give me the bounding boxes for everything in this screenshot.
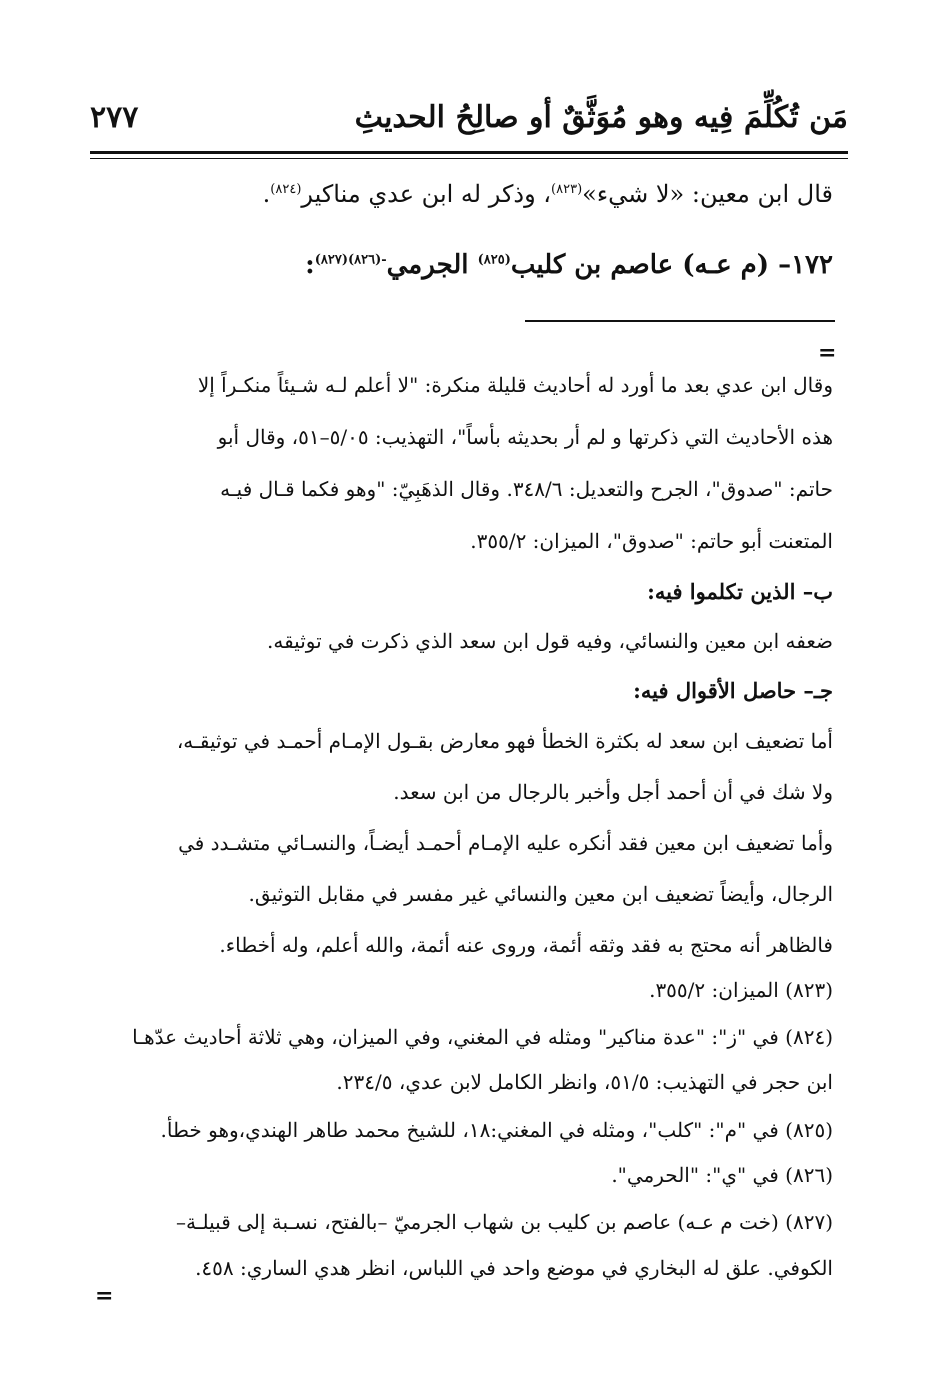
footnote-ref-826-827: -(٨٢٦)(٨٢٧) bbox=[314, 252, 387, 268]
main-line-1 bbox=[100, 180, 833, 208]
footnote-827-cont: الكوفي. علق له البخاري في موضع واحد في اللباس، انظر هدي الساري: ٤٥٨. bbox=[195, 1256, 833, 1280]
footnote-separator bbox=[525, 320, 835, 322]
footnote-827: (٨٢٧) (خت م عـه) عاصم بن كليب بن شهاب الجرميّ –بالفتح، نسـبة إلى قبيلـة– bbox=[175, 1210, 833, 1234]
footnote-824-cont: ابن حجر في التهذيب: ٥١/٥، وانظر الكامل لابن عدي، ٢٣٤/٥. bbox=[336, 1070, 833, 1094]
page-number: ٢٧٧ bbox=[90, 100, 139, 135]
body-line-4: المتعنت أبو حاتم: "صدوق"، الميزان: ٣٥٥/٢. bbox=[470, 529, 833, 553]
entry-name: الجرمي bbox=[386, 250, 478, 280]
header-rule-thin bbox=[90, 158, 848, 159]
heading-c: جـ– حاصل الأقوال فيه: bbox=[633, 678, 833, 703]
footnote-ref-825: (٨٢٥) bbox=[477, 252, 511, 268]
footnote-ref-823: (٨٢٣) bbox=[551, 182, 583, 197]
main-line-1-mid: ، وذكر له ابن عدي مناكير bbox=[301, 180, 552, 208]
footnote-826: (٨٢٦) في "ي": "الحرمي". bbox=[611, 1163, 833, 1187]
header-rule-thick bbox=[90, 151, 848, 154]
running-title: مَن تُكُلِّمَ فِيه وهو مُوَثَّقٌ أو صالِحُ الحديثِ bbox=[354, 100, 848, 135]
footnote-ref-824: (٨٢٤) bbox=[270, 182, 302, 197]
body-c-line-3: وأما تضعيف ابن معين فقد أنكره عليه الإمـام أحمـد أيضـاً، والنسـائي متشـدد في bbox=[178, 831, 833, 855]
narrator-entry-heading bbox=[100, 250, 833, 280]
page-header bbox=[90, 100, 848, 148]
body-line-3: حاتم: "صدوق"، الجرح والتعديل: ٣٤٨/٦. وقال الذهَبِيّ: "وهو فكما قـال فيـه bbox=[220, 477, 833, 501]
main-line-1-text: قال ابن معين: «لا شيء» bbox=[582, 180, 833, 208]
continuation-mark-bottom: = bbox=[95, 1283, 114, 1309]
footnote-824: (٨٢٤) في "ز": "عدة مناكير" ومثله في المغني، وفي الميزان، وهي ثلاثة أحاديث عدّهـا bbox=[132, 1025, 833, 1049]
entry-text: ١٧٢– (م عـه) عاصم بن كليب bbox=[510, 250, 833, 280]
body-c-line-2: ولا شك في أن أحمد أجل وأخبر بالرجال من ابن سعد. bbox=[393, 780, 833, 804]
heading-b: ب– الذين تكلموا فيه: bbox=[647, 579, 833, 604]
body-b-line: ضعفه ابن معين والنسائي، وفيه قول ابن سعد الذي ذكرت في توثيقه. bbox=[266, 629, 833, 653]
footnote-823: (٨٢٣) الميزان: ٣٥٥/٢. bbox=[649, 978, 833, 1002]
entry-end: : bbox=[305, 250, 315, 280]
footnote-825: (٨٢٥) في "م": "كلب"، ومثله في المغني:١٨، للشيخ محمد طاهر الهندي،وهو خطأ. bbox=[160, 1118, 833, 1142]
continuation-mark: = bbox=[818, 340, 837, 366]
body-line-2: هذه الأحاديث التي ذكرتها و لم أر بحديثه بأساً"، التهذيب: ٥/٠٥–٥١، وقال أبو bbox=[217, 425, 833, 449]
body-c-line-4: الرجال، وأيضاً تضعيف ابن معين والنسائي غير مفسر في مقابل التوثيق. bbox=[248, 882, 833, 906]
body-c-line-1: أما تضعيف ابن سعد له بكثرة الخطأ فهو معارض بقـول الإمـام أحمـد في توثيقـه، bbox=[176, 729, 833, 753]
body-line-1: وقال ابن عدي بعد ما أورد له أحاديث قليلة منكرة: "لا أعلم لـه شـيئاً منكـراً إلا bbox=[197, 373, 833, 397]
body-c-line-5: فالظاهر أنه محتج به فقد وثقه أئمة، وروى عنه أئمة، والله أعلم، وله أخطاء. bbox=[219, 933, 833, 957]
main-line-1-end: . bbox=[262, 180, 271, 208]
